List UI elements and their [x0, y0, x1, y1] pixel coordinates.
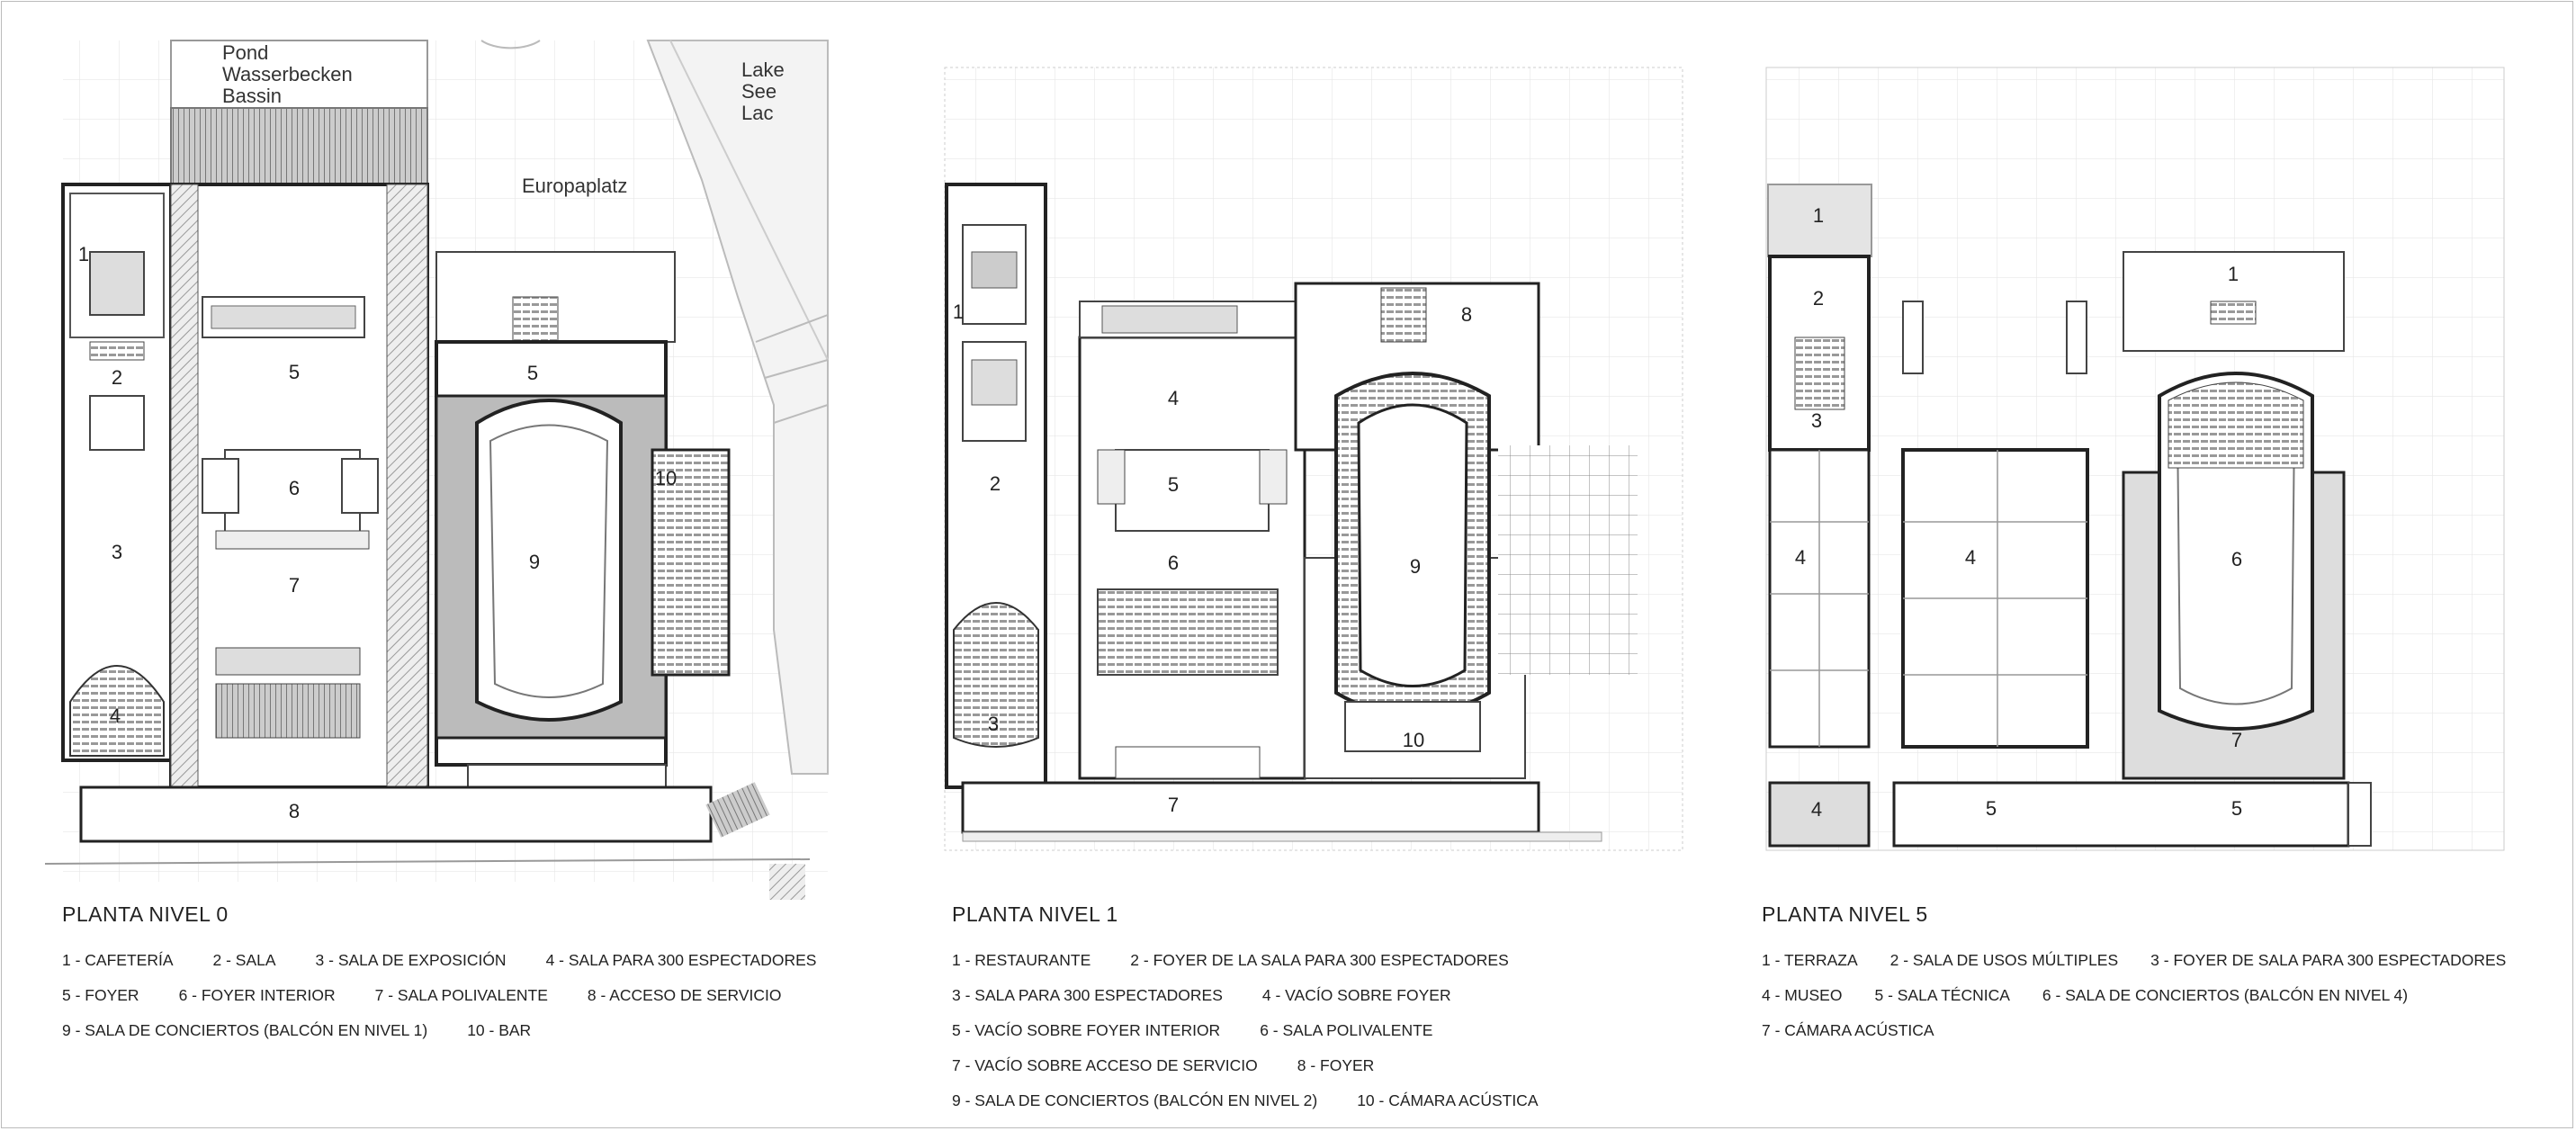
lake-label-en: Lake — [741, 58, 785, 81]
plan-title-level-0: PLANTA NIVEL 0 — [62, 902, 229, 926]
legend-item: 4 - MUSEO — [1762, 986, 1843, 1004]
room-number: 1 — [952, 301, 965, 323]
plan-title-level-1: PLANTA NIVEL 1 — [952, 902, 1118, 926]
lake-label-fr: Lac — [741, 102, 774, 124]
legend-row — [1762, 943, 2506, 978]
room-number: 2 — [111, 366, 123, 389]
floor-plan-level-1-drawing — [936, 0, 1692, 900]
legend-item: 4 - VACÍO SOBRE FOYER — [1261, 986, 1451, 1004]
floor-plan-level-1 — [936, 0, 1692, 900]
legend-row — [952, 978, 1578, 1013]
legend-item: 2 - SALA — [212, 951, 276, 969]
legend-item: 7 - SALA POLIVALENTE — [374, 986, 548, 1004]
floor-plan-level-5 — [1759, 0, 2515, 900]
legend-row — [62, 1013, 821, 1048]
legend-row — [952, 1083, 1578, 1118]
room-number: 7 — [1167, 794, 1180, 816]
legend-level-0 — [62, 902, 821, 1048]
europaplatz-label: Europaplatz — [522, 175, 628, 197]
room-number: 5 — [1985, 797, 1997, 820]
room-number: 7 — [288, 574, 301, 597]
legend-row — [62, 943, 821, 978]
room-number: 5 — [526, 362, 539, 384]
floor-plan-level-0 — [0, 0, 846, 900]
room-number: 4 — [1167, 387, 1180, 409]
pond-label-en: Pond — [222, 41, 269, 64]
legend-item: 5 - SALA TÉCNICA — [1874, 986, 2010, 1004]
legend-item: 6 - FOYER INTERIOR — [178, 986, 336, 1004]
legend-item: 1 - TERRAZA — [1762, 951, 1858, 969]
room-number: 10 — [654, 467, 678, 489]
room-number: 3 — [1810, 409, 1823, 432]
room-number: 1 — [1812, 204, 1825, 227]
legend-item: 3 - SALA DE EXPOSICIÓN — [315, 951, 507, 969]
legend-item: 4 - SALA PARA 300 ESPECTADORES — [545, 951, 817, 969]
legend-row — [62, 978, 821, 1013]
room-number: 9 — [1409, 555, 1422, 578]
floor-plan-level-5-drawing — [1759, 0, 2515, 900]
legend-item: 9 - SALA DE CONCIERTOS (BALCÓN EN NIVEL 2) — [952, 1091, 1318, 1109]
pond-label-de: Wasserbecken — [222, 63, 353, 85]
room-number: 5 — [1167, 473, 1180, 496]
legend-level-5 — [1762, 902, 2506, 1048]
legend-item: 10 - CÁMARA ACÚSTICA — [1357, 1091, 1539, 1109]
room-number: 2 — [989, 472, 1001, 495]
legend-row — [952, 1048, 1578, 1083]
lake-label — [741, 59, 785, 124]
legend-row — [952, 1013, 1578, 1048]
legend-item: 7 - CÁMARA ACÚSTICA — [1762, 1021, 1934, 1039]
room-number: 4 — [109, 705, 121, 727]
legend-item: 1 - CAFETERÍA — [62, 951, 174, 969]
room-number: 6 — [288, 477, 301, 499]
legend-level-1 — [952, 902, 1578, 1118]
room-number: 8 — [1460, 303, 1473, 326]
room-number: 8 — [288, 800, 301, 822]
room-number: 4 — [1964, 546, 1977, 569]
pond-label — [222, 42, 353, 107]
pond-label-fr: Bassin — [222, 85, 283, 107]
plan-title-level-5: PLANTA NIVEL 5 — [1762, 902, 1928, 926]
legend-item: 10 - BAR — [467, 1021, 532, 1039]
legend-row — [952, 943, 1578, 978]
room-number: 5 — [288, 361, 301, 383]
legend-item: 5 - FOYER — [62, 986, 139, 1004]
legend-item: 5 - VACÍO SOBRE FOYER INTERIOR — [952, 1021, 1221, 1039]
room-number: 6 — [1167, 552, 1180, 574]
floor-plan-level-0-drawing — [0, 0, 846, 909]
legend-item: 3 - FOYER DE SALA PARA 300 ESPECTADORES — [2150, 951, 2507, 969]
room-number: 2 — [1812, 287, 1825, 310]
room-number: 5 — [2230, 797, 2243, 820]
legend-item: 9 - SALA DE CONCIERTOS (BALCÓN EN NIVEL 1) — [62, 1021, 428, 1039]
legend-item: 1 - RESTAURANTE — [952, 951, 1091, 969]
room-number: 9 — [528, 551, 541, 573]
room-number: 4 — [1794, 546, 1807, 569]
legend-row — [1762, 1013, 2506, 1048]
legend-item: 6 - SALA DE CONCIERTOS (BALCÓN EN NIVEL 4) — [2042, 986, 2409, 1004]
room-number: 6 — [2230, 548, 2243, 570]
room-number: 3 — [111, 541, 123, 563]
legend-row — [1762, 978, 2506, 1013]
legend-item: 2 - SALA DE USOS MÚLTIPLES — [1889, 951, 2119, 969]
room-number: 4 — [1810, 798, 1823, 821]
room-number: 1 — [77, 243, 90, 265]
lake-label-de: See — [741, 80, 777, 103]
legend-item: 7 - VACÍO SOBRE ACCESO DE SERVICIO — [952, 1056, 1258, 1074]
room-number: 1 — [2227, 263, 2239, 285]
room-number: 10 — [1402, 729, 1425, 751]
legend-item: 8 - FOYER — [1297, 1056, 1375, 1074]
room-number: 3 — [987, 713, 1000, 735]
legend-item: 8 - ACCESO DE SERVICIO — [587, 986, 782, 1004]
legend-item: 2 - FOYER DE LA SALA PARA 300 ESPECTADORES — [1130, 951, 1509, 969]
legend-item: 6 - SALA POLIVALENTE — [1260, 1021, 1433, 1039]
room-number: 7 — [2230, 729, 2243, 751]
legend-item: 3 - SALA PARA 300 ESPECTADORES — [952, 986, 1223, 1004]
